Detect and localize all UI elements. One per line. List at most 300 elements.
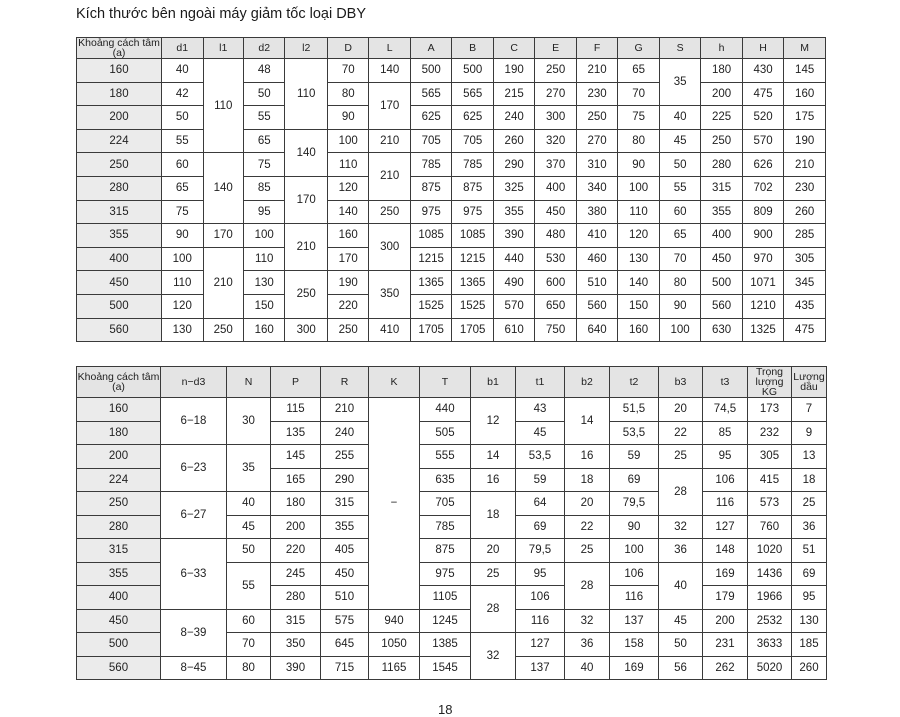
- table-cell: 475: [742, 82, 783, 106]
- table-cell: 106: [610, 562, 659, 586]
- table-cell: 173: [748, 398, 792, 422]
- table-cell: 270: [535, 82, 576, 106]
- table-cell: 290: [321, 468, 369, 492]
- table-cell: 179: [703, 586, 748, 610]
- table-row: [77, 271, 826, 295]
- table-cell: 64: [516, 492, 565, 516]
- table-cell: 315: [271, 609, 321, 633]
- table-cell: 75: [243, 153, 284, 177]
- table-cell: 140: [618, 271, 659, 295]
- header-cell: B: [452, 38, 493, 59]
- table-cell: 106: [516, 586, 565, 610]
- header-cell: N: [227, 367, 271, 398]
- table-cell: 1966: [748, 586, 792, 610]
- table-cell: 320: [535, 129, 576, 153]
- table-cell: 305: [784, 247, 826, 271]
- table-cell: 785: [410, 153, 451, 177]
- table-cell: 28: [471, 586, 516, 633]
- table-cell: 140: [369, 59, 410, 83]
- table-cell: 255: [321, 445, 369, 469]
- table-cell: 210: [369, 129, 410, 153]
- table-cell: 25: [659, 445, 703, 469]
- table-row: [77, 82, 826, 106]
- table-cell: 115: [271, 398, 321, 422]
- table-cell: 110: [327, 153, 368, 177]
- table-cell: 16: [565, 445, 610, 469]
- table-cell: 350: [369, 271, 410, 318]
- table-cell: 69: [610, 468, 659, 492]
- table-cell: 95: [516, 562, 565, 586]
- table-cell: 160: [784, 82, 826, 106]
- table-cell: 262: [703, 656, 748, 680]
- table-cell: 250: [327, 318, 368, 342]
- header-cell: b2: [565, 367, 610, 398]
- table-cell: 18: [792, 468, 827, 492]
- table-cell: 50: [659, 153, 700, 177]
- table-cell: 8−45: [161, 656, 227, 680]
- table-cell: 180: [77, 82, 162, 106]
- table-cell: 785: [452, 153, 493, 177]
- table-cell: 1071: [742, 271, 783, 295]
- table-cell: 170: [327, 247, 368, 271]
- header-cell: T: [420, 367, 471, 398]
- table-cell: 160: [618, 318, 659, 342]
- table-cell: 18: [471, 492, 516, 539]
- table-cell: 400: [701, 224, 742, 248]
- table-cell: 355: [321, 515, 369, 539]
- table-cell: 130: [618, 247, 659, 271]
- header-cell: L: [369, 38, 410, 59]
- table-cell: 400: [77, 247, 162, 271]
- table-cell: 210: [203, 247, 243, 318]
- table-row: [77, 200, 826, 224]
- table-cell: 50: [659, 633, 703, 657]
- table-cell: 224: [77, 129, 162, 153]
- table-cell: 290: [493, 153, 534, 177]
- header-cell: d1: [162, 38, 203, 59]
- table-cell: 140: [327, 200, 368, 224]
- table-cell: 85: [703, 421, 748, 445]
- table-cell: 340: [576, 176, 617, 200]
- table-cell: 110: [618, 200, 659, 224]
- table-cell: 65: [162, 176, 203, 200]
- table-cell: 475: [784, 318, 826, 342]
- table-cell: 9: [792, 421, 827, 445]
- table-cell: 80: [618, 129, 659, 153]
- table-cell: 55: [227, 562, 271, 609]
- table-cell: 45: [659, 129, 700, 153]
- table-cell: 120: [618, 224, 659, 248]
- table-cell: 59: [610, 445, 659, 469]
- header-cell: d2: [243, 38, 284, 59]
- table-cell: 80: [659, 271, 700, 295]
- table-cell: 250: [369, 200, 410, 224]
- table-row: [77, 247, 826, 271]
- table-cell: 5020: [748, 656, 792, 680]
- table-cell: 500: [452, 59, 493, 83]
- table-cell: 390: [271, 656, 321, 680]
- header-cell: S: [659, 38, 700, 59]
- table-cell: 230: [576, 82, 617, 106]
- header-cell: n−d3: [161, 367, 227, 398]
- table-cell: 940: [369, 609, 420, 633]
- table-cell: 300: [535, 106, 576, 130]
- table-cell: 250: [77, 492, 161, 516]
- table-row: [77, 318, 826, 342]
- table-cell: 400: [77, 586, 161, 610]
- table-cell: 50: [162, 106, 203, 130]
- table-cell: 1245: [420, 609, 471, 633]
- table-cell: 175: [784, 106, 826, 130]
- table-cell: 127: [703, 515, 748, 539]
- table-cell: 390: [493, 224, 534, 248]
- table-cell: 435: [784, 294, 826, 318]
- table-cell: 75: [618, 106, 659, 130]
- header-cell: P: [271, 367, 321, 398]
- table-cell: 450: [535, 200, 576, 224]
- table-cell: 127: [516, 633, 565, 657]
- table-cell: 573: [748, 492, 792, 516]
- table-cell: 35: [659, 59, 700, 106]
- table-cell: 625: [410, 106, 451, 130]
- table-cell: 280: [77, 515, 161, 539]
- table-cell: 530: [535, 247, 576, 271]
- table-cell: 110: [162, 271, 203, 295]
- header-cell: Lượng dầu: [792, 367, 827, 398]
- header-cell: t3: [703, 367, 748, 398]
- table-cell: 14: [565, 398, 610, 445]
- table-cell: 145: [271, 445, 321, 469]
- table-cell: 370: [535, 153, 576, 177]
- table-cell: 200: [77, 106, 162, 130]
- table-cell: 28: [565, 562, 610, 609]
- table-cell: 555: [420, 445, 471, 469]
- table-cell: 18: [565, 468, 610, 492]
- table-cell: 450: [321, 562, 369, 586]
- table-cell: 20: [659, 398, 703, 422]
- table-cell: 875: [420, 539, 471, 563]
- header-cell: t1: [516, 367, 565, 398]
- table-cell: 116: [516, 609, 565, 633]
- table-cell: 50: [243, 82, 284, 106]
- table-cell: 1365: [452, 271, 493, 295]
- table-cell: 702: [742, 176, 783, 200]
- table-cell: 165: [271, 468, 321, 492]
- table-cell: 169: [610, 656, 659, 680]
- table-cell: 430: [742, 59, 783, 83]
- table-cell: 975: [420, 562, 471, 586]
- table-cell: 785: [420, 515, 471, 539]
- table-cell: 505: [420, 421, 471, 445]
- table-cell: 1105: [420, 586, 471, 610]
- table-cell: 645: [321, 633, 369, 657]
- table-cell: 300: [369, 224, 410, 271]
- table-cell: 20: [565, 492, 610, 516]
- table-cell: 140: [203, 153, 243, 224]
- table-cell: 45: [227, 515, 271, 539]
- table-cell: 30: [227, 398, 271, 445]
- table-cell: 1050: [369, 633, 420, 657]
- table-cell: 345: [784, 271, 826, 295]
- table-cell: 25: [565, 539, 610, 563]
- table-cell: 900: [742, 224, 783, 248]
- table-cell: 630: [701, 318, 742, 342]
- table-cell: 970: [742, 247, 783, 271]
- header-cell: l2: [285, 38, 328, 59]
- table-cell: 200: [77, 445, 161, 469]
- table-cell: 405: [321, 539, 369, 563]
- table-row: [77, 609, 827, 633]
- table-cell: 225: [701, 106, 742, 130]
- table-cell: 210: [576, 59, 617, 83]
- table-cell: 169: [703, 562, 748, 586]
- table-cell: 158: [610, 633, 659, 657]
- table-cell: 224: [77, 468, 161, 492]
- table-cell: 120: [327, 176, 368, 200]
- table-cell: 315: [77, 539, 161, 563]
- table-cell: 90: [327, 106, 368, 130]
- table-cell: 20: [471, 539, 516, 563]
- table-cell: 14: [471, 445, 516, 469]
- table-cell: 1215: [410, 247, 451, 271]
- table-cell: 355: [77, 224, 162, 248]
- table-cell: 280: [701, 153, 742, 177]
- table-cell: 280: [271, 586, 321, 610]
- table-cell: 13: [792, 445, 827, 469]
- table-cell: 6−33: [161, 539, 227, 610]
- table-cell: 400: [535, 176, 576, 200]
- table-cell: 635: [420, 468, 471, 492]
- table-cell: 95: [243, 200, 284, 224]
- header-cell: E: [535, 38, 576, 59]
- table-cell: 137: [516, 656, 565, 680]
- table-cell: 1525: [410, 294, 451, 318]
- table-cell: 250: [77, 153, 162, 177]
- table-cell: 210: [321, 398, 369, 422]
- table-cell: 250: [701, 129, 742, 153]
- table-cell: 70: [618, 82, 659, 106]
- table-cell: 250: [203, 318, 243, 342]
- table-cell: 145: [784, 59, 826, 83]
- table-cell: 410: [369, 318, 410, 342]
- table-cell: 60: [227, 609, 271, 633]
- table-cell: 170: [369, 82, 410, 129]
- table-cell: 450: [701, 247, 742, 271]
- table-cell: 160: [243, 318, 284, 342]
- table-cell: 285: [784, 224, 826, 248]
- table-cell: 45: [516, 421, 565, 445]
- table-cell: 42: [162, 82, 203, 106]
- header-cell: b3: [659, 367, 703, 398]
- table-cell: 1085: [452, 224, 493, 248]
- table-cell: 6−23: [161, 445, 227, 492]
- table-cell: 40: [227, 492, 271, 516]
- header-cell: R: [321, 367, 369, 398]
- table-cell: 260: [792, 656, 827, 680]
- table-cell: −: [369, 398, 420, 610]
- table-cell: 210: [285, 224, 328, 271]
- table-cell: 60: [659, 200, 700, 224]
- mounting-weight-table: [76, 366, 827, 680]
- table-cell: 232: [748, 421, 792, 445]
- header-cell: M: [784, 38, 826, 59]
- table-row: [77, 224, 826, 248]
- table-cell: 110: [285, 59, 328, 130]
- table-cell: 220: [327, 294, 368, 318]
- table-header-row: [77, 38, 826, 59]
- table-cell: 190: [493, 59, 534, 83]
- table-cell: 95: [792, 586, 827, 610]
- table-cell: 560: [77, 656, 161, 680]
- table-cell: 150: [618, 294, 659, 318]
- table-cell: 135: [271, 421, 321, 445]
- table-cell: 705: [420, 492, 471, 516]
- table-cell: 6−18: [161, 398, 227, 445]
- table-cell: 50: [227, 539, 271, 563]
- table-cell: 1210: [742, 294, 783, 318]
- table-cell: 450: [77, 609, 161, 633]
- header-cell: Khoảng cách tâm (a): [78, 37, 160, 59]
- table-cell: 8−39: [161, 609, 227, 656]
- dimensions-table: [76, 37, 826, 342]
- table-cell: 55: [162, 129, 203, 153]
- table-cell: 215: [493, 82, 534, 106]
- table-cell: 180: [701, 59, 742, 83]
- table-cell: 500: [77, 294, 162, 318]
- table-cell: 116: [703, 492, 748, 516]
- table-cell: 500: [701, 271, 742, 295]
- table-cell: 160: [77, 398, 161, 422]
- header-cell: H: [742, 38, 783, 59]
- table-cell: 270: [576, 129, 617, 153]
- table-cell: 975: [410, 200, 451, 224]
- table-cell: 440: [493, 247, 534, 271]
- table-cell: 210: [369, 153, 410, 200]
- table-cell: 90: [659, 294, 700, 318]
- table-cell: 140: [285, 129, 328, 176]
- table-cell: 230: [784, 176, 826, 200]
- table-cell: 40: [659, 106, 700, 130]
- table-cell: 565: [410, 82, 451, 106]
- table-cell: 32: [659, 515, 703, 539]
- table-cell: 325: [493, 176, 534, 200]
- table-cell: 560: [701, 294, 742, 318]
- table-cell: 415: [748, 468, 792, 492]
- table-row: [77, 445, 827, 469]
- table-cell: 975: [452, 200, 493, 224]
- table-cell: 490: [493, 271, 534, 295]
- header-cell: b1: [471, 367, 516, 398]
- table-cell: 55: [659, 176, 700, 200]
- table-cell: 560: [576, 294, 617, 318]
- table-cell: 200: [701, 82, 742, 106]
- table-cell: 6−27: [161, 492, 227, 539]
- table-row: [77, 129, 826, 153]
- table-cell: 520: [742, 106, 783, 130]
- table-cell: 570: [493, 294, 534, 318]
- table-cell: 35: [227, 445, 271, 492]
- table-cell: 70: [327, 59, 368, 83]
- table-cell: 40: [162, 59, 203, 83]
- table-row: [77, 398, 827, 422]
- table-cell: 210: [784, 153, 826, 177]
- table-cell: 355: [493, 200, 534, 224]
- table-cell: 1020: [748, 539, 792, 563]
- table-cell: 130: [162, 318, 203, 342]
- table-cell: 1705: [452, 318, 493, 342]
- table-cell: 36: [659, 539, 703, 563]
- table-cell: 65: [243, 129, 284, 153]
- table-cell: 1165: [369, 656, 420, 680]
- table-cell: 95: [703, 445, 748, 469]
- header-cell: Trọng lượng KG: [748, 367, 792, 398]
- table-cell: 16: [471, 468, 516, 492]
- header-cell: h: [701, 38, 742, 59]
- table-cell: 1545: [420, 656, 471, 680]
- table-cell: 200: [703, 609, 748, 633]
- table-cell: 160: [327, 224, 368, 248]
- page-number: 18: [438, 702, 453, 717]
- table-cell: 510: [321, 586, 369, 610]
- table-cell: 40: [659, 562, 703, 609]
- table-cell: 355: [701, 200, 742, 224]
- table-cell: 1085: [410, 224, 451, 248]
- table-cell: 130: [243, 271, 284, 295]
- table-cell: 570: [742, 129, 783, 153]
- table-cell: 85: [243, 176, 284, 200]
- table-cell: 240: [321, 421, 369, 445]
- table-cell: 100: [243, 224, 284, 248]
- table-cell: 315: [321, 492, 369, 516]
- table-cell: 560: [77, 318, 162, 342]
- table-cell: 48: [243, 59, 284, 83]
- header-cell: A: [410, 38, 451, 59]
- table-cell: 100: [162, 247, 203, 271]
- table-cell: 170: [285, 176, 328, 223]
- table-cell: 22: [565, 515, 610, 539]
- table-cell: 90: [610, 515, 659, 539]
- table-row: [77, 656, 827, 680]
- header-cell: C: [493, 38, 534, 59]
- table-cell: 575: [321, 609, 369, 633]
- table-cell: 70: [659, 247, 700, 271]
- table-cell: 28: [659, 468, 703, 515]
- table-cell: 2532: [748, 609, 792, 633]
- table-cell: 715: [321, 656, 369, 680]
- table-cell: 56: [659, 656, 703, 680]
- table-cell: 190: [784, 129, 826, 153]
- table-header-row: [77, 367, 827, 398]
- table-cell: 350: [271, 633, 321, 657]
- table-cell: 7: [792, 398, 827, 422]
- table-cell: 32: [471, 633, 516, 680]
- table-cell: 705: [452, 129, 493, 153]
- table-row: [77, 539, 827, 563]
- table-cell: 65: [618, 59, 659, 83]
- table-cell: 79,5: [610, 492, 659, 516]
- table-cell: 110: [243, 247, 284, 271]
- table-cell: 1385: [420, 633, 471, 657]
- table-cell: 600: [535, 271, 576, 295]
- table-cell: 875: [452, 176, 493, 200]
- table-cell: 100: [327, 129, 368, 153]
- table-cell: 185: [792, 633, 827, 657]
- header-cell: K: [369, 367, 420, 398]
- table-cell: 180: [77, 421, 161, 445]
- table-cell: 100: [610, 539, 659, 563]
- table-cell: 45: [659, 609, 703, 633]
- table-row: [77, 294, 826, 318]
